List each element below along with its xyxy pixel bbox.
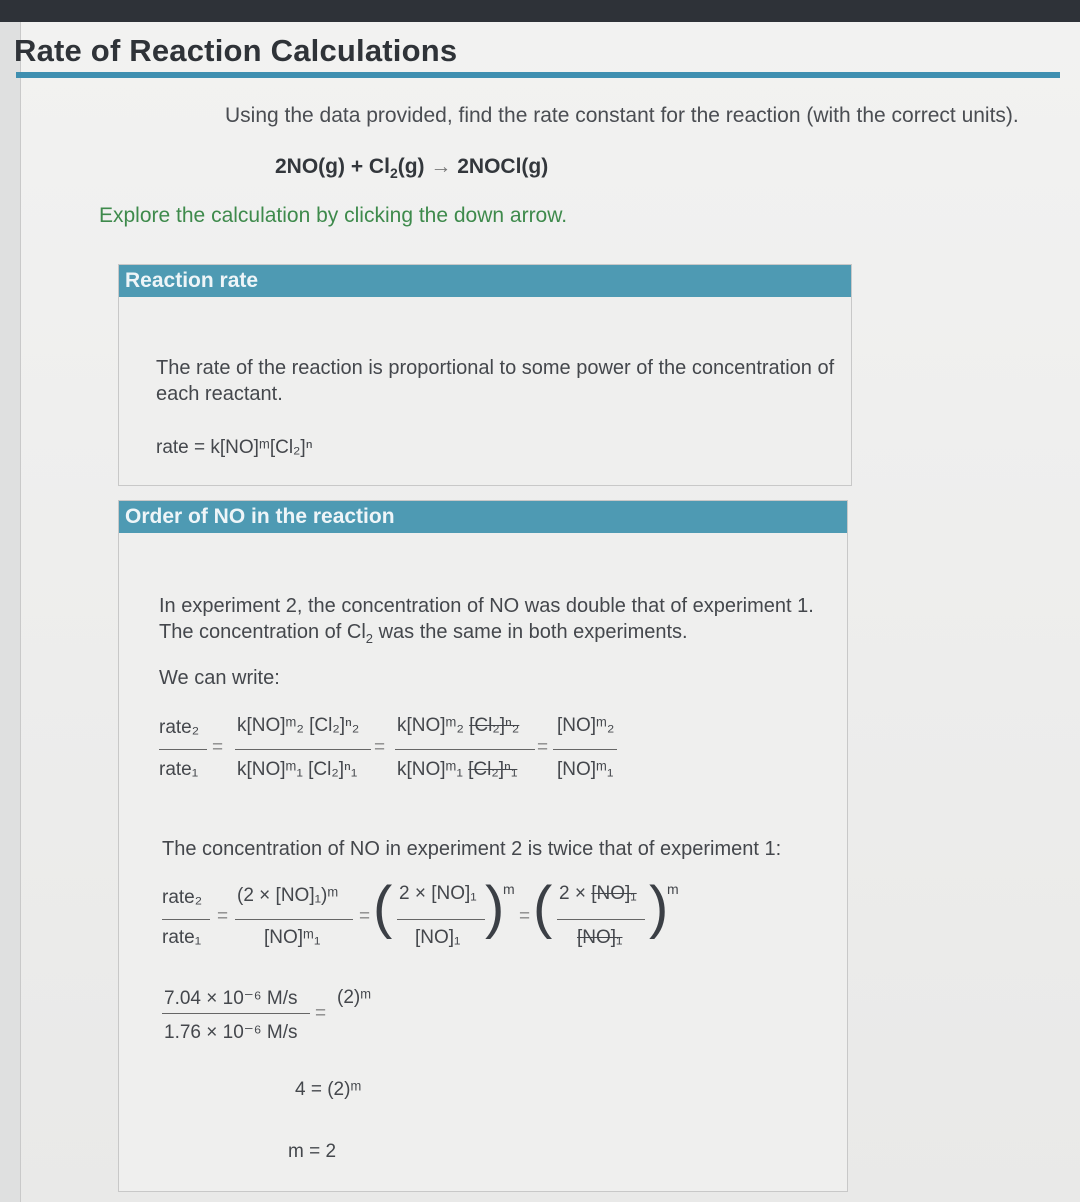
order-of-no-section xyxy=(118,500,848,1192)
eq1-rate1: rate₁ xyxy=(159,759,199,780)
eq2-frac2-line xyxy=(397,919,485,920)
eq5-result: m = 2 xyxy=(288,1141,337,1162)
eq2-open-paren-2: ( xyxy=(533,875,553,940)
eq1-num1: k[NO]ᵐ₂ [Cl₂]ⁿ₂ xyxy=(237,715,360,736)
reaction-reactants: 2NO(g) + Cl xyxy=(275,155,390,178)
reaction-cl-subscript: 2 xyxy=(389,165,398,182)
eq2-frac0-line xyxy=(162,919,210,920)
eq1-den1: k[NO]ᵐ₁ [Cl₂]ⁿ₁ xyxy=(237,759,358,780)
eq2-equals3: = xyxy=(519,906,531,927)
order-of-no-header[interactable]: Order of NO in the reaction xyxy=(119,501,847,533)
twice-text: The concentration of NO in experiment 2 is twice that of experiment 1: xyxy=(162,838,782,860)
title-underline xyxy=(16,72,1060,78)
eq1-frac1-line xyxy=(235,749,371,750)
eq1-frac2-line xyxy=(395,749,535,750)
eq2-den2: [NO]₁ xyxy=(415,927,461,948)
experiment-text xyxy=(159,593,849,652)
page-title: Rate of Reaction Calculations xyxy=(14,33,458,68)
eq2-num2: 2 × [NO]₁ xyxy=(399,883,477,904)
reaction-arrow: → xyxy=(430,155,452,178)
eq3-rhs: (2)ᵐ xyxy=(337,987,372,1008)
eq1-num2 xyxy=(397,715,519,737)
we-can-write-label: We can write: xyxy=(159,667,280,689)
eq1-equals1: = xyxy=(212,737,224,758)
reaction-cl-state: (g) xyxy=(397,155,425,178)
eq1-rate2: rate₂ xyxy=(159,717,200,738)
reaction-equation xyxy=(275,155,548,181)
eq1-den3: [NO]ᵐ₁ xyxy=(557,759,614,780)
eq1-equals2: = xyxy=(374,737,386,758)
eq2-den3: [NO]₁ xyxy=(577,927,623,948)
eq2-den1: [NO]ᵐ₁ xyxy=(264,927,321,948)
eq2-equals2: = xyxy=(359,906,371,927)
eq4: 4 = (2)ᵐ xyxy=(295,1079,362,1100)
eq1-frac3-line xyxy=(553,749,617,750)
eq2-close-paren-1: ) xyxy=(485,875,505,940)
eq1-num2b: [Cl₂]ⁿ₂ xyxy=(469,715,520,736)
eq2-num1: (2 × [NO]₁)ᵐ xyxy=(237,885,339,906)
eq2-frac1-line xyxy=(235,919,353,920)
eq3-equals: = xyxy=(315,1003,327,1024)
rate-law-equation: rate = k[NO]ᵐ[Cl₂]ⁿ xyxy=(156,437,313,458)
eq3-frac-line xyxy=(162,1013,310,1014)
window-top-bar xyxy=(0,0,1080,22)
eq2-equals1: = xyxy=(217,906,229,927)
eq1-den2b: [Cl₂]ⁿ₁ xyxy=(468,759,518,780)
experiment-text-line2 xyxy=(159,619,849,652)
eq3-numerator: 7.04 × 10⁻⁶ M/s xyxy=(164,988,298,1009)
eq1-num3: [NO]ᵐ₂ xyxy=(557,715,615,736)
eq1-num2a: k[NO]ᵐ₂ xyxy=(397,715,470,736)
problem-statement: Using the data provided, find the rate constant for the reaction (with the correct units). xyxy=(225,104,1019,127)
experiment-text-line2a: The concentration of Cl xyxy=(159,621,366,643)
reaction-product: 2NOCl(g) xyxy=(457,155,549,178)
explore-instruction: Explore the calculation by clicking the down arrow. xyxy=(99,204,568,227)
reaction-rate-header[interactable]: Reaction rate xyxy=(119,265,851,297)
experiment-text-line1: In experiment 2, the concentration of NO was double that of experiment 1. xyxy=(159,595,814,617)
cl-subscript: 2 xyxy=(365,631,374,646)
eq2-rate1: rate₁ xyxy=(162,927,202,948)
eq2-exp2: m xyxy=(667,881,679,897)
eq1-den2 xyxy=(397,759,517,781)
reaction-rate-text: The rate of the reaction is proportional to some power of the concentration of each reactant. xyxy=(156,357,835,405)
eq2-open-paren-1: ( xyxy=(373,875,393,940)
eq1-den2a: k[NO]ᵐ₁ xyxy=(397,759,469,780)
eq1-frac0-line xyxy=(159,749,207,750)
eq1-equals3: = xyxy=(537,737,549,758)
eq2-frac3-line xyxy=(557,919,645,920)
eq2-close-paren-2: ) xyxy=(649,875,669,940)
eq2-exp1: m xyxy=(503,881,515,897)
eq2-rate2: rate₂ xyxy=(162,887,203,908)
eq3-denominator: 1.76 × 10⁻⁶ M/s xyxy=(164,1022,298,1043)
eq2-num3b: [NO]₁ xyxy=(591,883,637,904)
reaction-rate-section xyxy=(118,264,852,486)
experiment-text-line2b: was the same in both experiments. xyxy=(373,621,688,643)
eq2-num3a: 2 × xyxy=(559,883,592,904)
eq2-num3 xyxy=(559,883,637,905)
